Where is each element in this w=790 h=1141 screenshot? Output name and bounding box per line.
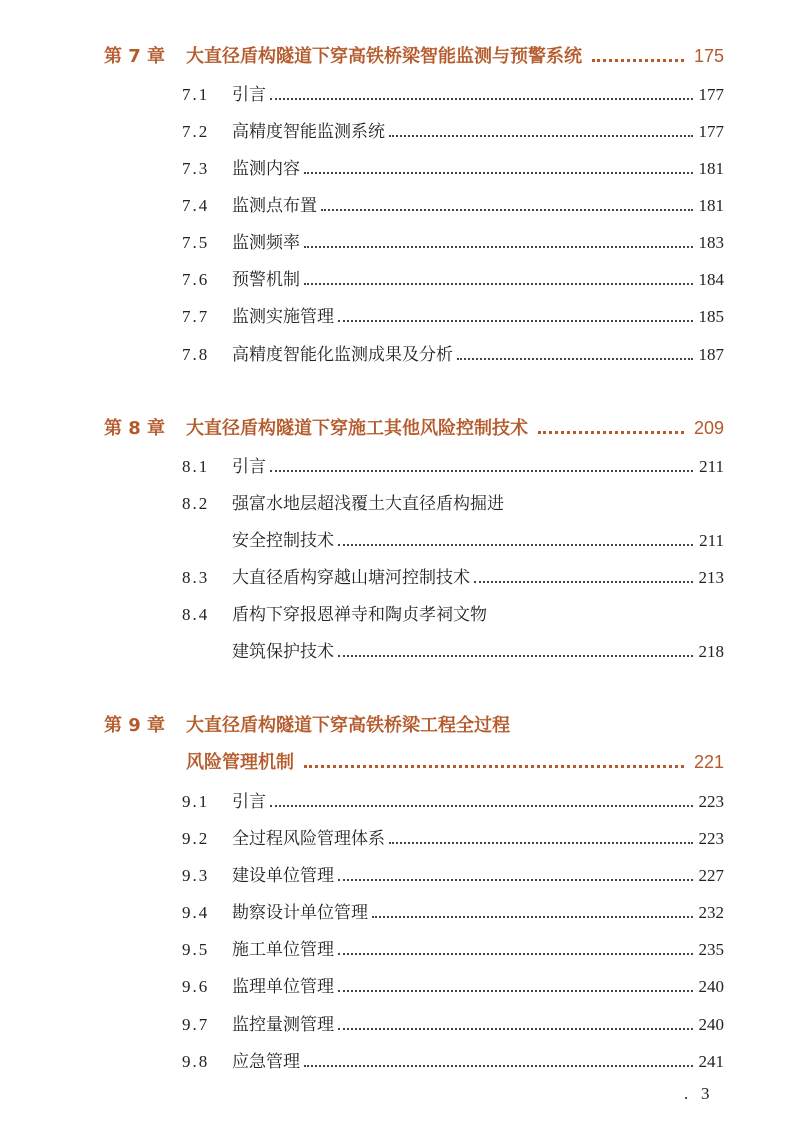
- section-page-number: 211: [699, 457, 724, 476]
- section-number: 7.2: [182, 122, 210, 141]
- section-page-number: 177: [698, 122, 724, 141]
- section-9-5[interactable]: [182, 935, 724, 960]
- section-title: 监测内容: [232, 159, 300, 179]
- dot-leader: [338, 655, 693, 657]
- section-number: 9.6: [182, 977, 210, 996]
- chapter-title: 大直径盾构隧道下穿高铁桥梁工程全过程: [186, 715, 510, 736]
- chapter-page-number: 221: [693, 752, 724, 772]
- section-page-number: 213: [698, 568, 724, 587]
- section-title: 高精度智能化监测成果及分析: [232, 345, 453, 365]
- section-7-2[interactable]: [182, 117, 724, 142]
- section-9-6[interactable]: [182, 972, 724, 997]
- section-title: 强富水地层超浅覆土大直径盾构掘进: [232, 494, 504, 514]
- chapter-title: 大直径盾构隧道下穿高铁桥梁智能监测与预警系统: [186, 46, 582, 67]
- chapter-9-title-continued[interactable]: [186, 748, 724, 774]
- section-title: 引言: [232, 792, 266, 812]
- section-number: 9.3: [182, 866, 210, 885]
- section-title-continued: 安全控制技术: [232, 531, 334, 551]
- dot-leader: [270, 805, 693, 807]
- section-page-number: 177: [698, 85, 724, 104]
- section-7-7[interactable]: [182, 302, 724, 327]
- section-title-continued: 建筑保护技术: [232, 642, 334, 662]
- section-7-8[interactable]: [182, 340, 724, 365]
- section-title: 全过程风险管理体系: [232, 829, 385, 849]
- dot-leader: [321, 209, 693, 211]
- section-9-3[interactable]: [182, 861, 724, 886]
- section-number: 7.1: [182, 85, 210, 104]
- dot-leader: [538, 431, 684, 434]
- chapter-label: 第 7 章: [104, 46, 166, 67]
- page-footer-number: . 3: [684, 1084, 710, 1103]
- section-number: 9.2: [182, 829, 210, 848]
- section-8-4[interactable]: [182, 600, 724, 625]
- section-page-number: 227: [698, 866, 724, 885]
- section-page-number: 232: [698, 903, 724, 922]
- section-number: 9.5: [182, 940, 210, 959]
- section-7-6[interactable]: [182, 265, 724, 290]
- section-number: 7.4: [182, 196, 210, 215]
- section-title: 监理单位管理: [232, 977, 334, 997]
- section-page-number: 183: [698, 233, 724, 252]
- section-8-2-continued[interactable]: [232, 526, 724, 551]
- section-title: 引言: [232, 457, 266, 477]
- section-title: 建设单位管理: [232, 866, 334, 886]
- section-7-1[interactable]: [182, 80, 724, 105]
- chapter-page-number: 175: [693, 46, 724, 66]
- chapter-7-entry[interactable]: [104, 42, 724, 68]
- section-9-4[interactable]: [182, 898, 724, 923]
- section-page-number: 235: [698, 940, 724, 959]
- section-title: 勘察设计单位管理: [232, 903, 368, 923]
- dot-leader: [304, 1065, 693, 1067]
- section-number: 9.8: [182, 1052, 210, 1071]
- section-7-4[interactable]: [182, 191, 724, 216]
- section-page-number: 187: [698, 345, 724, 364]
- section-page-number: 211: [699, 531, 724, 550]
- chapter-title-continued: 风险管理机制: [186, 752, 294, 773]
- section-number: 8.2: [182, 494, 210, 513]
- section-7-3[interactable]: [182, 154, 724, 179]
- section-page-number: 241: [698, 1052, 724, 1071]
- dot-leader: [270, 470, 693, 472]
- section-number: 9.7: [182, 1015, 210, 1034]
- section-number: 7.6: [182, 270, 210, 289]
- section-title: 盾构下穿报恩禅寺和陶贞孝祠文物: [232, 605, 487, 625]
- dot-leader: [457, 358, 693, 360]
- section-title: 应急管理: [232, 1052, 300, 1072]
- section-8-2[interactable]: [182, 489, 724, 514]
- section-title: 监控量测管理: [232, 1015, 334, 1035]
- section-7-5[interactable]: [182, 228, 724, 253]
- section-8-1[interactable]: [182, 452, 724, 477]
- section-page-number: 240: [698, 977, 724, 996]
- section-page-number: 240: [698, 1015, 724, 1034]
- section-page-number: 218: [698, 642, 724, 661]
- section-page-number: 223: [698, 792, 724, 811]
- section-9-7[interactable]: [182, 1010, 724, 1035]
- chapter-label: 第 8 章: [104, 418, 166, 439]
- dot-leader: [304, 246, 693, 248]
- dot-leader: [338, 320, 693, 322]
- section-title: 大直径盾构穿越山塘河控制技术: [232, 568, 470, 588]
- section-number: 7.5: [182, 233, 210, 252]
- section-page-number: 185: [698, 307, 724, 326]
- chapter-page-number: 209: [693, 418, 724, 438]
- section-8-3[interactable]: [182, 563, 724, 588]
- chapter-8-entry[interactable]: [104, 414, 724, 440]
- section-page-number: 181: [698, 159, 724, 178]
- section-title: 高精度智能监测系统: [232, 122, 385, 142]
- dot-leader: [304, 765, 684, 768]
- section-number: 9.1: [182, 792, 210, 811]
- dot-leader: [270, 98, 693, 100]
- dot-leader: [338, 879, 693, 881]
- section-page-number: 181: [698, 196, 724, 215]
- chapter-title: 大直径盾构隧道下穿施工其他风险控制技术: [186, 418, 528, 439]
- dot-leader: [474, 581, 693, 583]
- section-title: 引言: [232, 85, 266, 105]
- dot-leader: [338, 1028, 693, 1030]
- chapter-label: 第 9 章: [104, 715, 166, 736]
- section-9-1[interactable]: [182, 787, 724, 812]
- dot-leader: [389, 842, 693, 844]
- chapter-9-entry[interactable]: [104, 711, 724, 737]
- dot-leader: [372, 916, 693, 918]
- dot-leader: [389, 135, 693, 137]
- section-number: 8.4: [182, 605, 210, 624]
- section-8-4-continued[interactable]: [232, 637, 724, 662]
- section-9-2[interactable]: [182, 824, 724, 849]
- section-number: 8.1: [182, 457, 210, 476]
- section-title: 监测实施管理: [232, 307, 334, 327]
- section-number: 7.7: [182, 307, 210, 326]
- section-9-8[interactable]: [182, 1047, 724, 1072]
- dot-leader: [304, 172, 693, 174]
- section-number: 7.3: [182, 159, 210, 178]
- section-page-number: 223: [698, 829, 724, 848]
- section-title: 施工单位管理: [232, 940, 334, 960]
- section-title: 监测频率: [232, 233, 300, 253]
- section-page-number: 184: [698, 270, 724, 289]
- section-number: 8.3: [182, 568, 210, 587]
- section-title: 监测点布置: [232, 196, 317, 216]
- dot-leader: [338, 990, 693, 992]
- section-number: 9.4: [182, 903, 210, 922]
- section-number: 7.8: [182, 345, 210, 364]
- dot-leader: [338, 953, 693, 955]
- dot-leader: [592, 59, 684, 62]
- dot-leader: [338, 544, 693, 546]
- dot-leader: [304, 283, 693, 285]
- section-title: 预警机制: [232, 270, 300, 290]
